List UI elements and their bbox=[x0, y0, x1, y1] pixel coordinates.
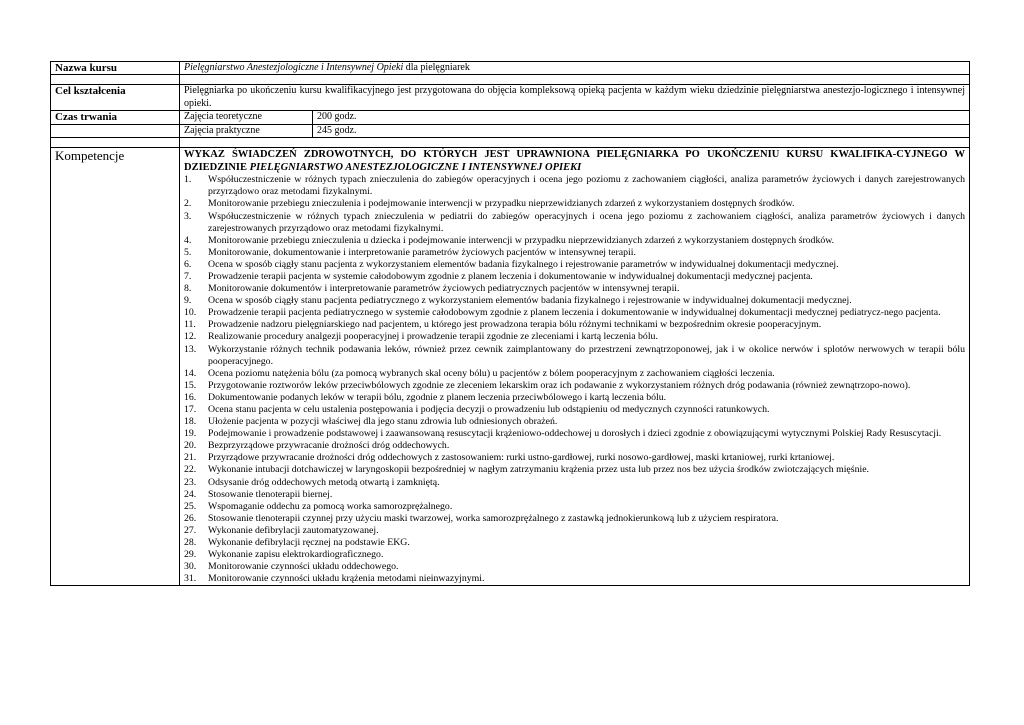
list-item-text: Monitorowanie przebiegu znieczulenia i podejmowanie interwencji w przypadku nieprzewidzianych zdarzeń z wykorzystaniem dostępnych środków. bbox=[208, 198, 795, 210]
list-item bbox=[184, 344, 965, 368]
spacer-row bbox=[51, 75, 970, 85]
course-name-label: Nazwa kursu bbox=[51, 62, 180, 75]
list-item-text: Monitorowanie dokumentów i interpretowanie parametrów życiowych pediatrycznych pacjentów w intensywnej terapii. bbox=[208, 283, 680, 295]
list-item-text: Prowadzenie terapii pacjenta pediatrycznego w systemie całodobowym zgodnie z planem leczenia i dokumentowanie w indywidualnej dokumentacji medycznej pediatrycz-nego pacjenta. bbox=[208, 307, 941, 319]
list-item bbox=[184, 368, 965, 380]
list-item-text: Ocena w sposób ciągły stanu pacjenta z wykorzystaniem elementów badania fizykalnego i rejestrowanie parametrów w indywidualnej dokumentacji medycznej. bbox=[208, 258, 839, 270]
list-item-number: 11. bbox=[184, 319, 196, 331]
list-item-number: 27. bbox=[184, 524, 197, 536]
list-item-number: 26. bbox=[184, 512, 197, 524]
list-item-number: 25. bbox=[184, 500, 197, 512]
list-item-number: 20. bbox=[184, 440, 197, 452]
goal-label: Cel kształcenia bbox=[51, 85, 180, 111]
list-item bbox=[184, 380, 965, 392]
list-item bbox=[184, 174, 965, 198]
list-item-number: 18. bbox=[184, 416, 197, 428]
list-item bbox=[184, 537, 965, 549]
competences-header: WYKAZ ŚWIADCZEŃ ZDROWOTNYCH, DO KTÓRYCH JEST UPRAWNIONA PIELĘGNIARKA PO UKOŃCZENIU KURSU KWALIFIKA-CYJNEGO W DZIEDZINIE PIELĘGNIARSTWO ANESTEZJOLOGICZNE I INTENSYWNEJ OPIEKI bbox=[184, 149, 965, 173]
theory-label: Zajęcia teoretyczne bbox=[180, 111, 313, 123]
competences-label: Kompetencje bbox=[51, 148, 180, 586]
list-item bbox=[184, 513, 965, 525]
spacer-row bbox=[51, 138, 970, 148]
duration-row-practice bbox=[51, 124, 970, 137]
list-item bbox=[184, 271, 965, 283]
list-item-number: 24. bbox=[184, 488, 197, 500]
list-item bbox=[184, 525, 965, 537]
list-item-text: Odsysanie dróg oddechowych metodą otwartą i zamkniętą. bbox=[208, 476, 440, 488]
goal-text: Pielęgniarka po ukończeniu kursu kwalifikacyjnego jest przygotowana do objęcia kompleksową opieką pacjenta w każdym wieku dziedzinie pielęgniarstwa anestezjo-logicznego i intensywnej opieki. bbox=[180, 85, 970, 111]
list-item bbox=[184, 549, 965, 561]
list-item bbox=[184, 331, 965, 343]
practice-label: Zajęcia praktyczne bbox=[180, 125, 313, 137]
list-item bbox=[184, 440, 965, 452]
list-item bbox=[184, 247, 965, 259]
list-item bbox=[184, 416, 965, 428]
list-item bbox=[184, 283, 965, 295]
list-item-number: 6. bbox=[184, 258, 192, 270]
course-name-italic: Pielęgniarstwo Anestezjologiczne i Intensywnej Opieki bbox=[184, 62, 404, 73]
list-item-number: 17. bbox=[184, 404, 197, 415]
list-item-text: Monitorowanie przebiegu znieczulenia u dziecka i podejmowanie interwencji w przypadku nieprzewidzianych zdarzeń z wykorzystaniem dostępnych środków. bbox=[208, 234, 835, 246]
list-item-text: Monitorowanie, dokumentowanie i interpretowanie parametrów życiowych pacjentów w intensywnej terapii. bbox=[208, 246, 636, 258]
list-item bbox=[184, 573, 965, 585]
list-item-text: Wykonanie intubacji dotchawiczej w laryngoskopii bezpośredniej w nagłym zatrzymaniu krążenia przez usta lub przez nos bez użycia środków zwiotczających mięśnie. bbox=[208, 464, 869, 476]
list-item-text: Przyrządowe przywracanie drożności dróg oddechowych z zastosowaniem: rurki ustno-gardłowej, rurki nosowo-gardłowej, maski krtaniowej, rurki krtaniowej. bbox=[208, 452, 835, 464]
list-item-text: Przygotowanie roztworów leków przeciwbólowych zgodnie ze zleceniem lekarskim oraz ich podawanie z wykorzystaniem różnych dróg podawania (również zewnątrzopo-nowo). bbox=[208, 379, 911, 391]
list-item-number: 16. bbox=[184, 391, 197, 403]
list-item-text: Podejmowanie i prowadzenie podstawowej i zaawansowaną resuscytacji krążeniowo-oddechowej u dorosłych i dzieci zgodnie z obowiązującymi wytycznymi Polskiej Rady Resuscytacji. bbox=[208, 428, 942, 440]
list-item-text: Ocena w sposób ciągły stanu pacjenta pediatrycznego z wykorzystaniem elementów badania fizykalnego i rejestrowanie w indywidualnej dokumentacji medycznej. bbox=[208, 295, 852, 307]
document-page bbox=[50, 61, 970, 586]
list-item bbox=[184, 307, 965, 319]
list-item-text: Wykorzystanie różnych technik podawania leków, również przez cewnik zaimplantowany do przestrzeni zewnątrzoponowej, jak i w okolice nerwów i splotów nerwowych w terapii bólu pooperacyjnego. bbox=[208, 343, 965, 367]
list-item-number: 8. bbox=[184, 283, 192, 295]
list-item bbox=[184, 428, 965, 440]
course-name-row bbox=[51, 62, 970, 75]
list-item-number: 15. bbox=[184, 379, 197, 391]
list-item-text: Współuczestniczenie w różnych typach znieczulenia w pediatrii do zabiegów operacyjnych i ocena jego poziomu z zachowaniem ciągłości, analiza parametrów życiowych i danych zarejestrowanych przyrządowo oraz metodami fizykalnymi. bbox=[208, 210, 965, 234]
list-item bbox=[184, 211, 965, 235]
list-item-number: 29. bbox=[184, 549, 197, 561]
list-item-number: 22. bbox=[184, 464, 197, 476]
list-item-number: 13. bbox=[184, 343, 197, 355]
list-item bbox=[184, 404, 965, 416]
list-item-text: Realizowanie procedury analgezji pooperacyjnej i prowadzenie terapii zgodnie ze zleceniami i kartą leczenia bólu. bbox=[208, 331, 658, 343]
list-item-number: 1. bbox=[184, 174, 192, 186]
list-item bbox=[184, 198, 965, 210]
list-item-text: Prowadzenie terapii pacjenta w systemie całodobowym zgodnie z planem leczenia i dokumentowanie w indywidualnej dokumentacji medycznej pacjenta. bbox=[208, 270, 813, 282]
competences-row bbox=[51, 148, 970, 586]
list-item-number: 30. bbox=[184, 561, 197, 573]
duration-label: Czas trwania bbox=[51, 111, 180, 124]
list-item-text: Bezprzyrządowe przywracanie drożności dróg oddechowych. bbox=[208, 440, 450, 452]
list-item-text: Monitorowanie czynności układu krążenia metodami nieinwazyjnymi. bbox=[208, 573, 485, 585]
list-item-number: 28. bbox=[184, 537, 197, 549]
competences-content bbox=[180, 148, 970, 586]
list-item-number: 9. bbox=[184, 295, 192, 307]
list-item-text: Wykonanie defibrylacji zautomatyzowanej. bbox=[208, 524, 379, 536]
list-item-text: Dokumentowanie podanych leków w terapii bólu, zgodnie z planem leczenia przeciwbólowego i kartą leczenia bólu. bbox=[208, 391, 667, 403]
practice-value: 245 godz. bbox=[317, 124, 357, 136]
list-item-text: Ocena poziomu natężenia bólu (za pomocą wybranych skal oceny bólu) u pacjentów z bólem pooperacyjnym z zachowaniem ciągłości leczenia. bbox=[208, 367, 775, 379]
list-item-number: 2. bbox=[184, 198, 192, 210]
list-item-number: 21. bbox=[184, 452, 197, 464]
list-item-text: Ocena stanu pacjenta w celu ustalenia postępowania i podjęcia decyzji o prowadzeniu lub odstąpieniu od medycznych czynności ratunkowych. bbox=[208, 404, 770, 415]
list-item-text: Współuczestniczenie w różnych typach znieczulenia do zabiegów operacyjnych i ocena jego poziomu z zachowaniem ciągłości, analiza parametrów życiowych i danych zarejestrowanych przyrządowo oraz metodami fizykalnymi. bbox=[208, 174, 965, 198]
list-item-text: Wspomaganie oddechu za pomocą worka samorozprężalnego. bbox=[208, 500, 453, 512]
list-item-text: Ułożenie pacjenta w pozycji właściwej dla jego stanu zdrowia lub odniesionych obrażeń. bbox=[208, 416, 558, 428]
list-item-number: 3. bbox=[184, 210, 192, 222]
goal-row bbox=[51, 85, 970, 111]
list-item-number: 23. bbox=[184, 476, 197, 488]
list-item-number: 10. bbox=[184, 307, 197, 319]
list-item bbox=[184, 477, 965, 489]
course-name-value bbox=[180, 62, 970, 75]
list-item bbox=[184, 452, 965, 464]
course-name-rest: dla pielęgniarek bbox=[403, 62, 470, 73]
list-item bbox=[184, 501, 965, 513]
list-item bbox=[184, 489, 965, 501]
competences-list bbox=[184, 174, 965, 585]
list-item-number: 14. bbox=[184, 367, 197, 379]
list-item bbox=[184, 392, 965, 404]
theory-value: 200 godz. bbox=[317, 111, 357, 123]
list-item-text: Wykonanie defibrylacji ręcznej na podstawie EKG. bbox=[208, 537, 410, 549]
list-item-number: 5. bbox=[184, 246, 192, 258]
list-item-number: 31. bbox=[184, 573, 197, 585]
list-item-text: Wykonanie zapisu elektrokardiograficznego. bbox=[208, 549, 384, 561]
list-item bbox=[184, 464, 965, 476]
list-item bbox=[184, 319, 965, 331]
list-item-number: 19. bbox=[184, 428, 197, 440]
list-item-text: Stosowanie tlenoterapii czynnej przy użyciu maski twarzowej, worka samorozprężalnego z zastawką jednokierunkową lub z użyciem respiratora. bbox=[208, 512, 779, 524]
list-item bbox=[184, 235, 965, 247]
list-item bbox=[184, 259, 965, 271]
list-item-text: Stosowanie tlenoterapii biernej. bbox=[208, 488, 333, 500]
list-item-text: Prowadzenie nadzoru pielęgniarskiego nad pacjentem, u którego jest prowadzona terapia bólu różnymi technikami w bezpośrednim okresie pooperacyjnym. bbox=[208, 319, 822, 331]
list-item-number: 7. bbox=[184, 270, 192, 282]
duration-row-theory bbox=[51, 111, 970, 124]
list-item-number: 4. bbox=[184, 234, 192, 246]
course-table bbox=[50, 61, 970, 586]
list-item bbox=[184, 561, 965, 573]
list-item bbox=[184, 295, 965, 307]
list-item-number: 12. bbox=[184, 331, 197, 343]
list-item-text: Monitorowanie czynności układu oddechowego. bbox=[208, 561, 399, 573]
